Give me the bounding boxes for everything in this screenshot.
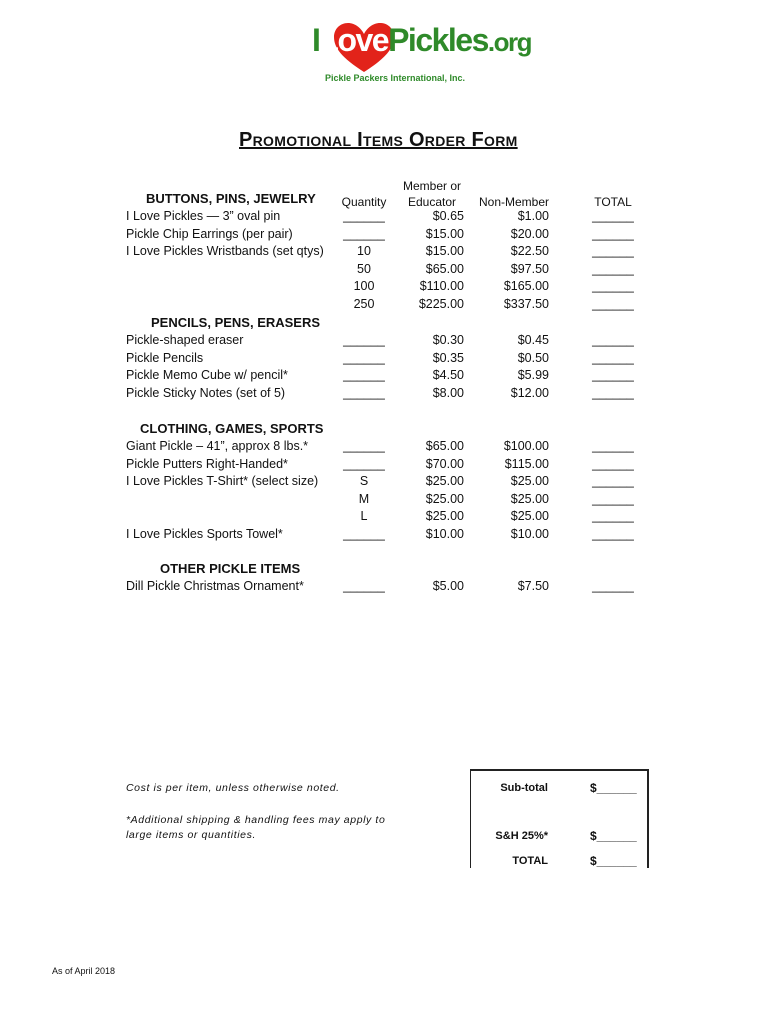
shipping-note: *Additional shipping & handling fees may apply to large items or quantities. [126, 814, 386, 841]
total-field[interactable]: ______ [592, 209, 634, 223]
member-price: $0.65 [432, 209, 464, 223]
total-field[interactable]: ______ [592, 579, 634, 593]
header-quantity: Quantity [341, 195, 387, 209]
item-label: Pickle Memo Cube w/ pencil* [126, 368, 288, 382]
logo-subtitle: Pickle Packers International, Inc. [325, 73, 466, 83]
total-field[interactable]: ______ [592, 333, 634, 347]
member-price: $15.00 [425, 226, 464, 241]
total-field[interactable]: ______ [592, 474, 634, 488]
nonmember-price: $20.00 [510, 226, 549, 241]
total-field[interactable]: ______ [592, 261, 634, 276]
total-field[interactable]: ______ [592, 244, 634, 258]
page-title: Promotional Items Order Form [239, 129, 518, 151]
nonmember-price: $25.00 [510, 491, 549, 506]
total-field[interactable]: ______ [592, 439, 634, 453]
sh-field[interactable]: $______ [590, 829, 637, 843]
total-field[interactable]: ______ [592, 456, 634, 471]
quantity-field[interactable]: ______ [343, 579, 385, 593]
member-price: $225.00 [418, 296, 464, 311]
item-label: Dill Pickle Christmas Ornament* [126, 579, 304, 593]
item-label: I Love Pickles T-Shirt* (select size) [126, 474, 319, 488]
item-label: Pickle Sticky Notes (set of 5) [126, 385, 286, 400]
subtotal-field[interactable]: $______ [590, 781, 637, 795]
nonmember-price: $22.50 [510, 244, 549, 258]
quantity-field: 250 [353, 296, 375, 311]
item-label: Pickle Chip Earrings (per pair) [126, 226, 293, 241]
quantity-field: L [360, 509, 368, 523]
item-label: Pickle Pencils [126, 350, 204, 365]
total-field[interactable]: ______ [592, 509, 634, 523]
header-nonmember: Non-Member [478, 195, 550, 209]
nonmember-price: $0.45 [517, 333, 549, 347]
section-heading: CLOTHING, GAMES, SPORTS [140, 421, 324, 436]
member-price: $25.00 [425, 474, 464, 488]
quantity-field[interactable]: ______ [343, 333, 385, 347]
nonmember-price: $12.00 [510, 385, 549, 400]
nonmember-price: $7.50 [517, 579, 549, 593]
section-heading: PENCILS, PENS, ERASERS [151, 315, 321, 330]
quantity-field[interactable]: ______ [343, 209, 385, 223]
nonmember-price: $97.50 [510, 261, 549, 276]
quantity-field[interactable]: ______ [343, 385, 385, 400]
item-label: Giant Pickle – 41”, approx 8 lbs.* [126, 439, 309, 453]
member-price: $65.00 [425, 439, 464, 453]
nonmember-price: $100.00 [503, 439, 549, 453]
nonmember-price: $10.00 [510, 526, 549, 541]
total-field[interactable]: ______ [592, 368, 634, 382]
quantity-field[interactable]: ______ [343, 368, 385, 382]
item-label: Pickle-shaped eraser [126, 333, 244, 347]
nonmember-price: $337.50 [503, 296, 549, 311]
footer-date: As of April 2018 [52, 966, 116, 976]
item-label: Pickle Putters Right-Handed* [126, 456, 288, 471]
total-field[interactable]: ______ [592, 385, 634, 400]
quantity-field: 100 [353, 279, 375, 293]
grand-total-field[interactable]: $______ [590, 854, 637, 868]
quantity-field[interactable]: ______ [343, 526, 385, 541]
total-field[interactable]: ______ [592, 526, 634, 541]
nonmember-price: $0.50 [517, 350, 549, 365]
quantity-field: S [359, 474, 369, 488]
sh-label: S&H 25%* [495, 830, 548, 842]
total-field[interactable]: ______ [592, 350, 634, 365]
quantity-field[interactable]: ______ [343, 350, 385, 365]
item-label: I Love Pickles — 3” oval pin [126, 209, 281, 223]
quantity-field: M [358, 491, 370, 506]
header-total: TOTAL [594, 195, 632, 209]
subtotal-label: Sub-total [500, 782, 548, 794]
member-price: $70.00 [425, 456, 464, 471]
member-price: $8.00 [432, 385, 464, 400]
nonmember-price: $1.00 [517, 209, 549, 223]
total-field[interactable]: ______ [592, 296, 634, 311]
total-field[interactable]: ______ [592, 279, 634, 293]
quantity-field[interactable]: ______ [343, 456, 385, 471]
member-price: $4.50 [432, 368, 464, 382]
quantity-field: 50 [357, 261, 371, 276]
member-price: $15.00 [425, 244, 464, 258]
quantity-field[interactable]: ______ [343, 439, 385, 453]
member-price: $5.00 [432, 579, 464, 593]
member-price: $0.35 [432, 350, 464, 365]
nonmember-price: $25.00 [510, 509, 549, 523]
member-price: $25.00 [425, 509, 464, 523]
item-label: I Love Pickles Sports Towel* [126, 526, 283, 541]
quantity-field[interactable]: ______ [343, 226, 385, 241]
section-heading: OTHER PICKLE ITEMS [160, 561, 301, 576]
quantity-field: 10 [357, 244, 371, 258]
nonmember-price: $5.99 [517, 368, 549, 382]
total-field[interactable]: ______ [592, 226, 634, 241]
member-price: $0.30 [432, 333, 464, 347]
member-price: $10.00 [425, 526, 464, 541]
member-price: $65.00 [425, 261, 464, 276]
section-heading: BUTTONS, PINS, JEWELRY [146, 191, 316, 206]
logo-wordmark: ILovePickles.org [312, 22, 531, 58]
nonmember-price: $25.00 [510, 474, 549, 488]
total-label: TOTAL [512, 855, 548, 867]
header-member-line2: Educator [407, 195, 457, 209]
member-price: $110.00 [419, 279, 464, 293]
nonmember-price: $165.00 [503, 279, 549, 293]
member-price: $25.00 [425, 491, 464, 506]
total-field[interactable]: ______ [592, 491, 634, 506]
header-member-line1: Member or [402, 179, 461, 193]
nonmember-price: $115.00 [504, 456, 549, 471]
cost-note: Cost is per item, unless otherwise noted. [126, 782, 340, 794]
item-label: I Love Pickles Wristbands (set qtys) [126, 244, 324, 258]
